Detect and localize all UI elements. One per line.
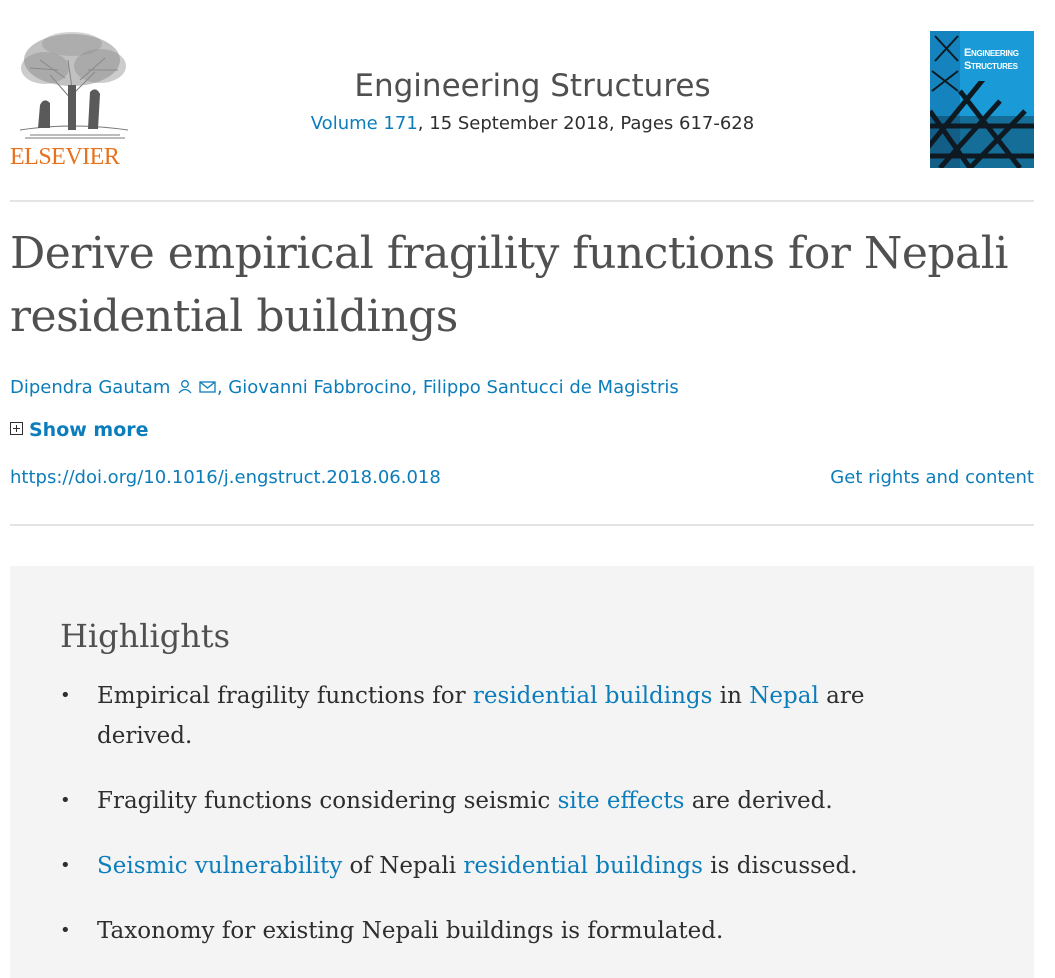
author-icons <box>177 375 216 403</box>
highlight-text: Empirical fragility functions for <box>97 683 473 709</box>
topic-link[interactable]: site effects <box>557 788 685 814</box>
doi-link[interactable]: https://doi.org/10.1016/j.engstruct.2018.06.018 <box>10 467 441 488</box>
envelope-icon[interactable] <box>199 379 216 394</box>
author-separator: , <box>216 377 229 398</box>
highlight-text: is discussed. <box>702 853 858 879</box>
journal-title-link[interactable]: Engineering Structures <box>354 68 711 104</box>
highlight-item <box>60 676 930 756</box>
highlights-list <box>60 676 930 976</box>
topic-link[interactable]: residential buildings <box>463 853 703 879</box>
highlight-item <box>60 781 930 821</box>
get-rights-link[interactable]: Get rights and content <box>830 467 1034 488</box>
highlight-text: are derived. <box>684 788 833 814</box>
author-list <box>10 374 679 403</box>
volume-link[interactable]: Volume 171 <box>310 113 418 134</box>
highlight-text: are derived. <box>97 683 865 749</box>
highlights-section <box>10 566 1034 978</box>
header-divider <box>10 200 1034 202</box>
metadata-divider <box>10 524 1034 526</box>
highlights-heading: Highlights <box>60 617 231 655</box>
journal-meta <box>200 110 865 138</box>
topic-link[interactable]: Nepal <box>749 683 819 709</box>
journal-header <box>0 0 1055 200</box>
journal-title[interactable] <box>200 66 865 106</box>
highlight-text: of Nepali <box>342 853 464 879</box>
show-more-button[interactable] <box>10 416 149 444</box>
expand-plus-icon <box>10 422 23 435</box>
article-title: Derive empirical fragility functions for Nepali residential buildings <box>10 228 1008 342</box>
highlight-item <box>60 911 930 951</box>
author-link-gautam[interactable]: Dipendra Gautam <box>10 377 171 398</box>
topic-link[interactable]: residential buildings <box>472 683 713 709</box>
topic-link[interactable]: Seismic vulnerability <box>97 853 343 879</box>
journal-cover-image[interactable] <box>930 31 1034 168</box>
tree-logo-icon <box>10 30 135 142</box>
author-link-santucci[interactable]: Filippo Santucci de Magistris <box>422 377 679 398</box>
journal-info <box>200 66 865 138</box>
highlight-item <box>60 846 930 886</box>
highlight-text: in <box>712 683 750 709</box>
author-separator: , <box>411 377 423 398</box>
show-more-label: Show more <box>29 419 149 441</box>
person-icon[interactable] <box>177 379 193 394</box>
author-link-fabbrocino[interactable]: Giovanni Fabbrocino <box>228 377 412 398</box>
highlight-text: Taxonomy for existing Nepali buildings is formulated. <box>97 918 724 944</box>
highlight-text: Fragility functions considering seismic <box>97 788 558 814</box>
publisher-name: ELSEVIER <box>10 144 120 170</box>
cover-title: Engineering Structures <box>964 47 1019 72</box>
volume-details: , 15 September 2018, Pages 617-628 <box>417 113 755 134</box>
